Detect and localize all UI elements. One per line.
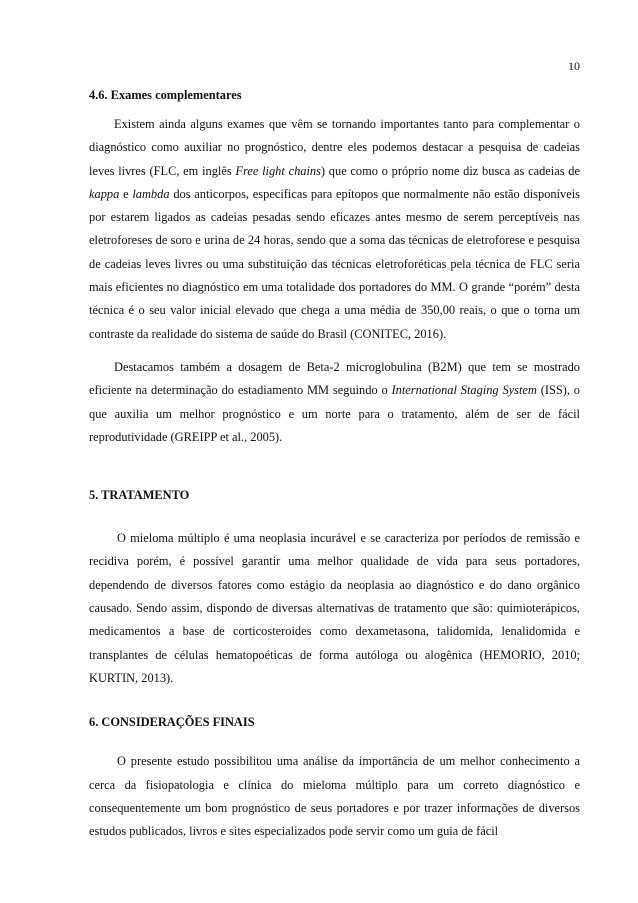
text-run: dos anticorpos, específicas para epítopos que normalmente não estão disponíveis por estarem ligados as cadeias pesadas sendo eficazes antes mesmo de serem perceptíveis nas eletroforeses de soro e urina de 24 horas, sendo que a soma das técnicas de eletroforese e pesquisa de cadeias leves livres ou uma substituição das técnicas eletroforéticas pela técnica de FLC seria mais eficientes no diagnóstico em uma totalidade dos portadores do MM. O grande “porém” desta técnica é o seu valor inicial elevado que chega a uma média de 350,00 reais, o que o torna um contraste da realidade do sistema de saúde do Brasil (CONITEC, 2016). <box>89 186 580 341</box>
paragraph-exames-flc <box>89 113 580 346</box>
italic-term: lambda <box>132 186 170 201</box>
section-heading-exames-complementares: 4.6. Exames complementares <box>89 88 242 102</box>
text-run: Existem ainda alguns exames que vêm se tornando importantes tanto para complementar o diagnóstico como auxiliar no prognóstico, dentre eles podemos destacar a pesquisa de cadeias leves livres (FLC, em inglês <box>89 117 580 178</box>
italic-term: Free light chains <box>235 163 321 178</box>
italic-term: kappa <box>89 186 120 201</box>
text-run: ) que como o próprio nome diz busca as cadeias de <box>320 163 580 178</box>
text-run: (ISS), o que auxilia um melhor prognóstico e um norte para o tratamento, além de ser de fácil reprodutividade (GREIPP et al., 2005). <box>89 383 581 444</box>
text-run: Destacamos também a dosagem de Beta-2 microglobulina (B2M) que tem se mostrado eficiente na determinação do estadiamento MM seguindo o <box>89 359 580 398</box>
section-heading-tratamento: 5. TRATAMENTO <box>89 488 190 503</box>
text-run: e <box>119 186 133 201</box>
page-content <box>89 87 580 843</box>
paragraph-tratamento: O mieloma múltiplo é uma neoplasia incurável e se caracteriza por períodos de remissão e recidiva porém, é possível garantir uma melhor qualidade de vida para seus portadores, dependendo de diversos fatores como estágio da neoplasia ao diagnóstico e do dano orgânico causado. Sendo assim, dispondo de diversas alternativas de tratamento que são: quimioterápicos, medicamentos a base de corticosteroides como dexametasona, talidomida, lenalidomida e transplantes de células hematopoéticas de forma autóloga ou alogênica (HEMORIO, 2010; KURTIN, 2013). <box>89 531 580 685</box>
page-number: 10 <box>568 59 580 73</box>
section-heading-consideracoes-finais: 6. CONSIDERAÇÕES FINAIS <box>89 715 255 730</box>
italic-term: International Staging System <box>391 383 537 398</box>
paragraph-consideracoes-finais: O presente estudo possibilitou uma análise da importância de um melhor conhecimento a cerca da fisiopatologia e clínica do mieloma múltiplo para um correto diagnóstico e consequentemente um bom prognóstico de seus portadores e por trazer informações de diversos estudos publicados, livros e sites especializados pode servir como um guia de fácil <box>89 754 580 839</box>
paragraph-beta2-microglobulina <box>89 356 580 449</box>
